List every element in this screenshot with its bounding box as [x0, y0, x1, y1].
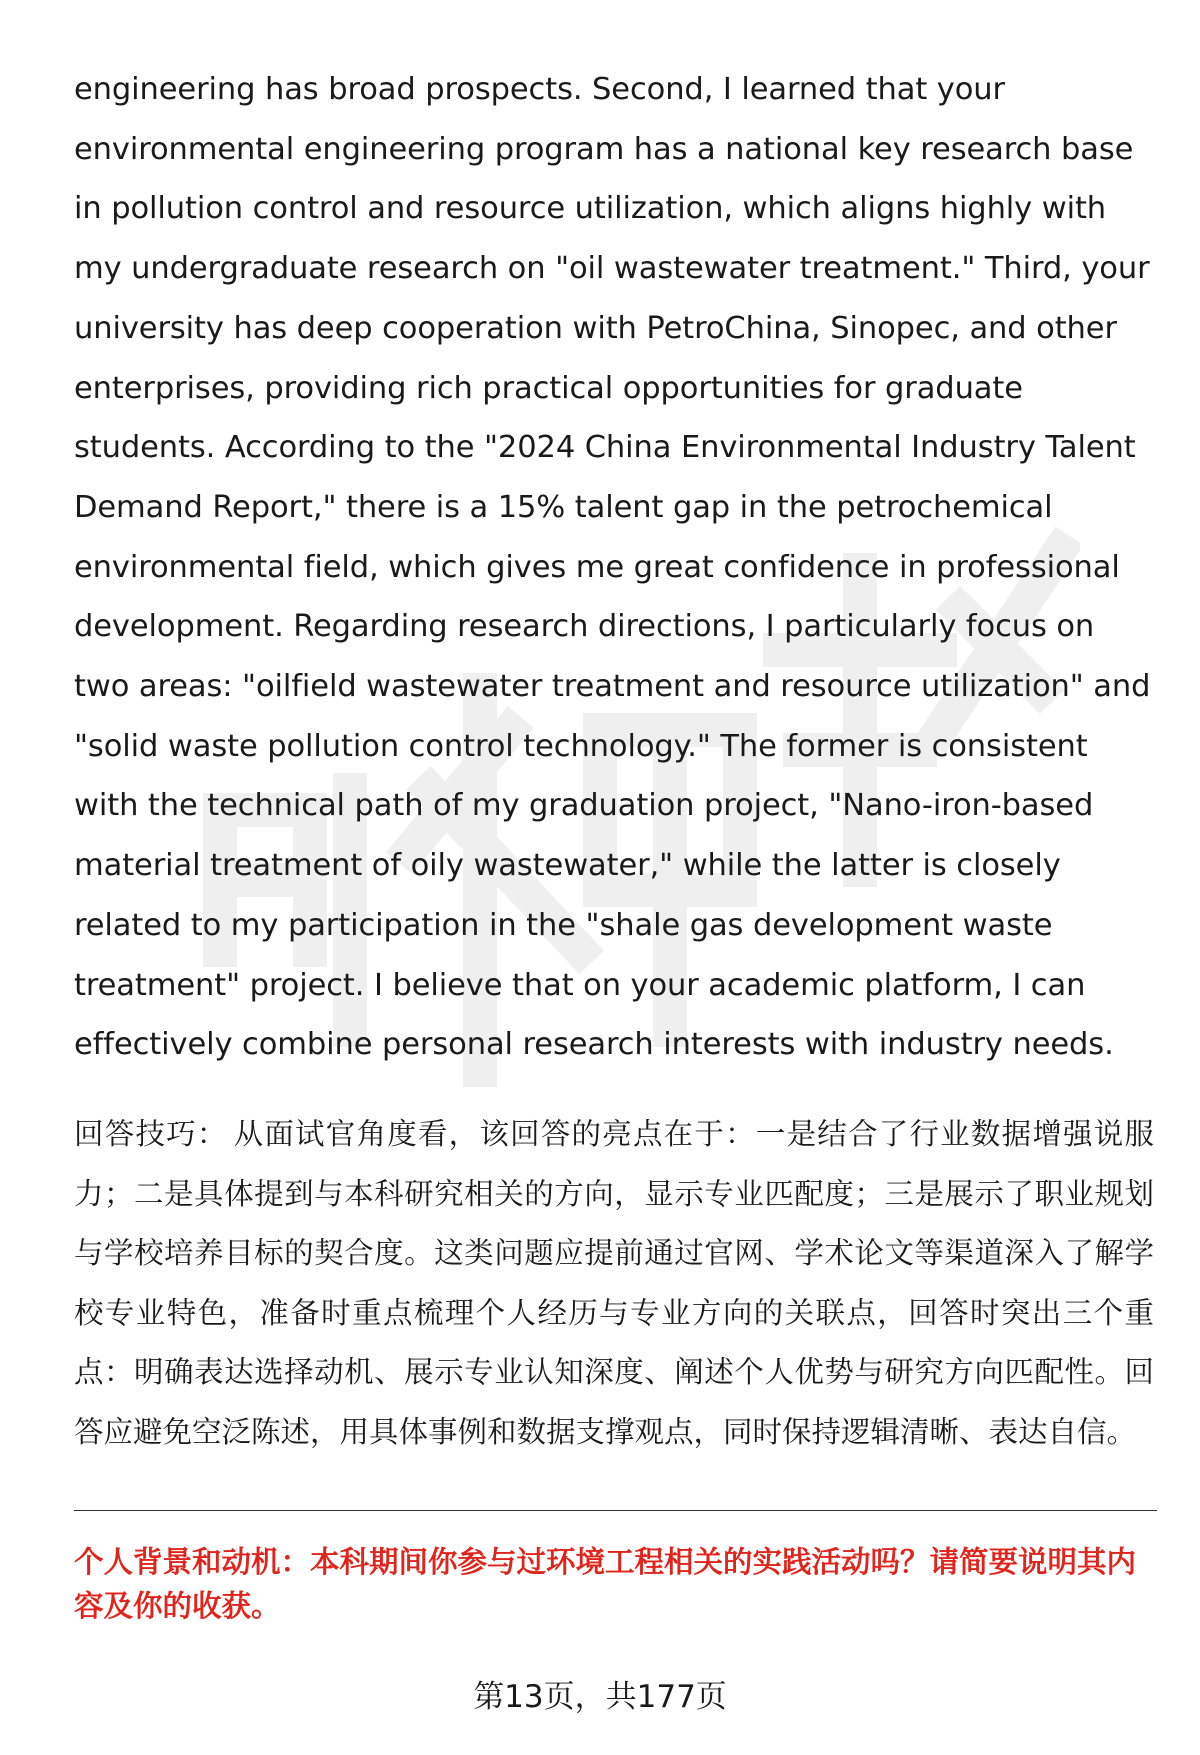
section-divider — [74, 1510, 1157, 1511]
tips-text: 从面试官角度看，该回答的亮点在于：一是结合了行业数据增强说服力；二是具体提到与本科研究相关的方向，显示专业匹配度；三是展示了职业规划与学校培养目标的契合度。这类问题应提前通过官网、学术论文等渠道深入了解学校专业特色，准备时重点梳理个人经历与专业方向的关联点，回答时突出三个重点：明确表达选择动机、展示专业认知深度、阐述个人优势与研究方向匹配性。回答应避免空泛陈述，用具体事例和数据支撑观点，同时保持逻辑清晰、表达自信。 — [74, 1117, 1154, 1449]
tips-label: 回答技巧： — [74, 1117, 228, 1151]
answer-tips — [74, 1105, 1154, 1462]
next-question-heading: 个人背景和动机：本科期间你参与过环境工程相关的实践活动吗？请简要说明其内容及你的收获。 — [74, 1545, 1137, 1623]
page-number: 第13页，共177页 — [473, 1679, 727, 1715]
answer-paragraph: engineering has broad prospects. Second, I learned that your environmental engineering program has a national key research base in pollution control and resource utilization, which aligns highly with my undergraduate research on "oil wastewater treatment." Third, your university has deep cooperation with PetroChina, Sinopec, and other enterprises, providing rich practical opportunities for graduate students. According to the "2024 China Environmental Industry Talent Demand Report," there is a 15% talent gap in the petrochemical environmental field, which gives me great confidence in professional development. Regarding research directions, I particularly focus on two areas: "oilfield wastewater treatment and resource utilization" and "solid waste pollution control technology." The former is consistent with the technical path of my graduation project, "Nano-iron-based material treatment of oily wastewater," while the latter is closely related to my participation in the "shale gas development waste treatment" project. I believe that on your academic platform, I can effectively combine personal research interests with industry needs. — [74, 72, 1151, 1063]
